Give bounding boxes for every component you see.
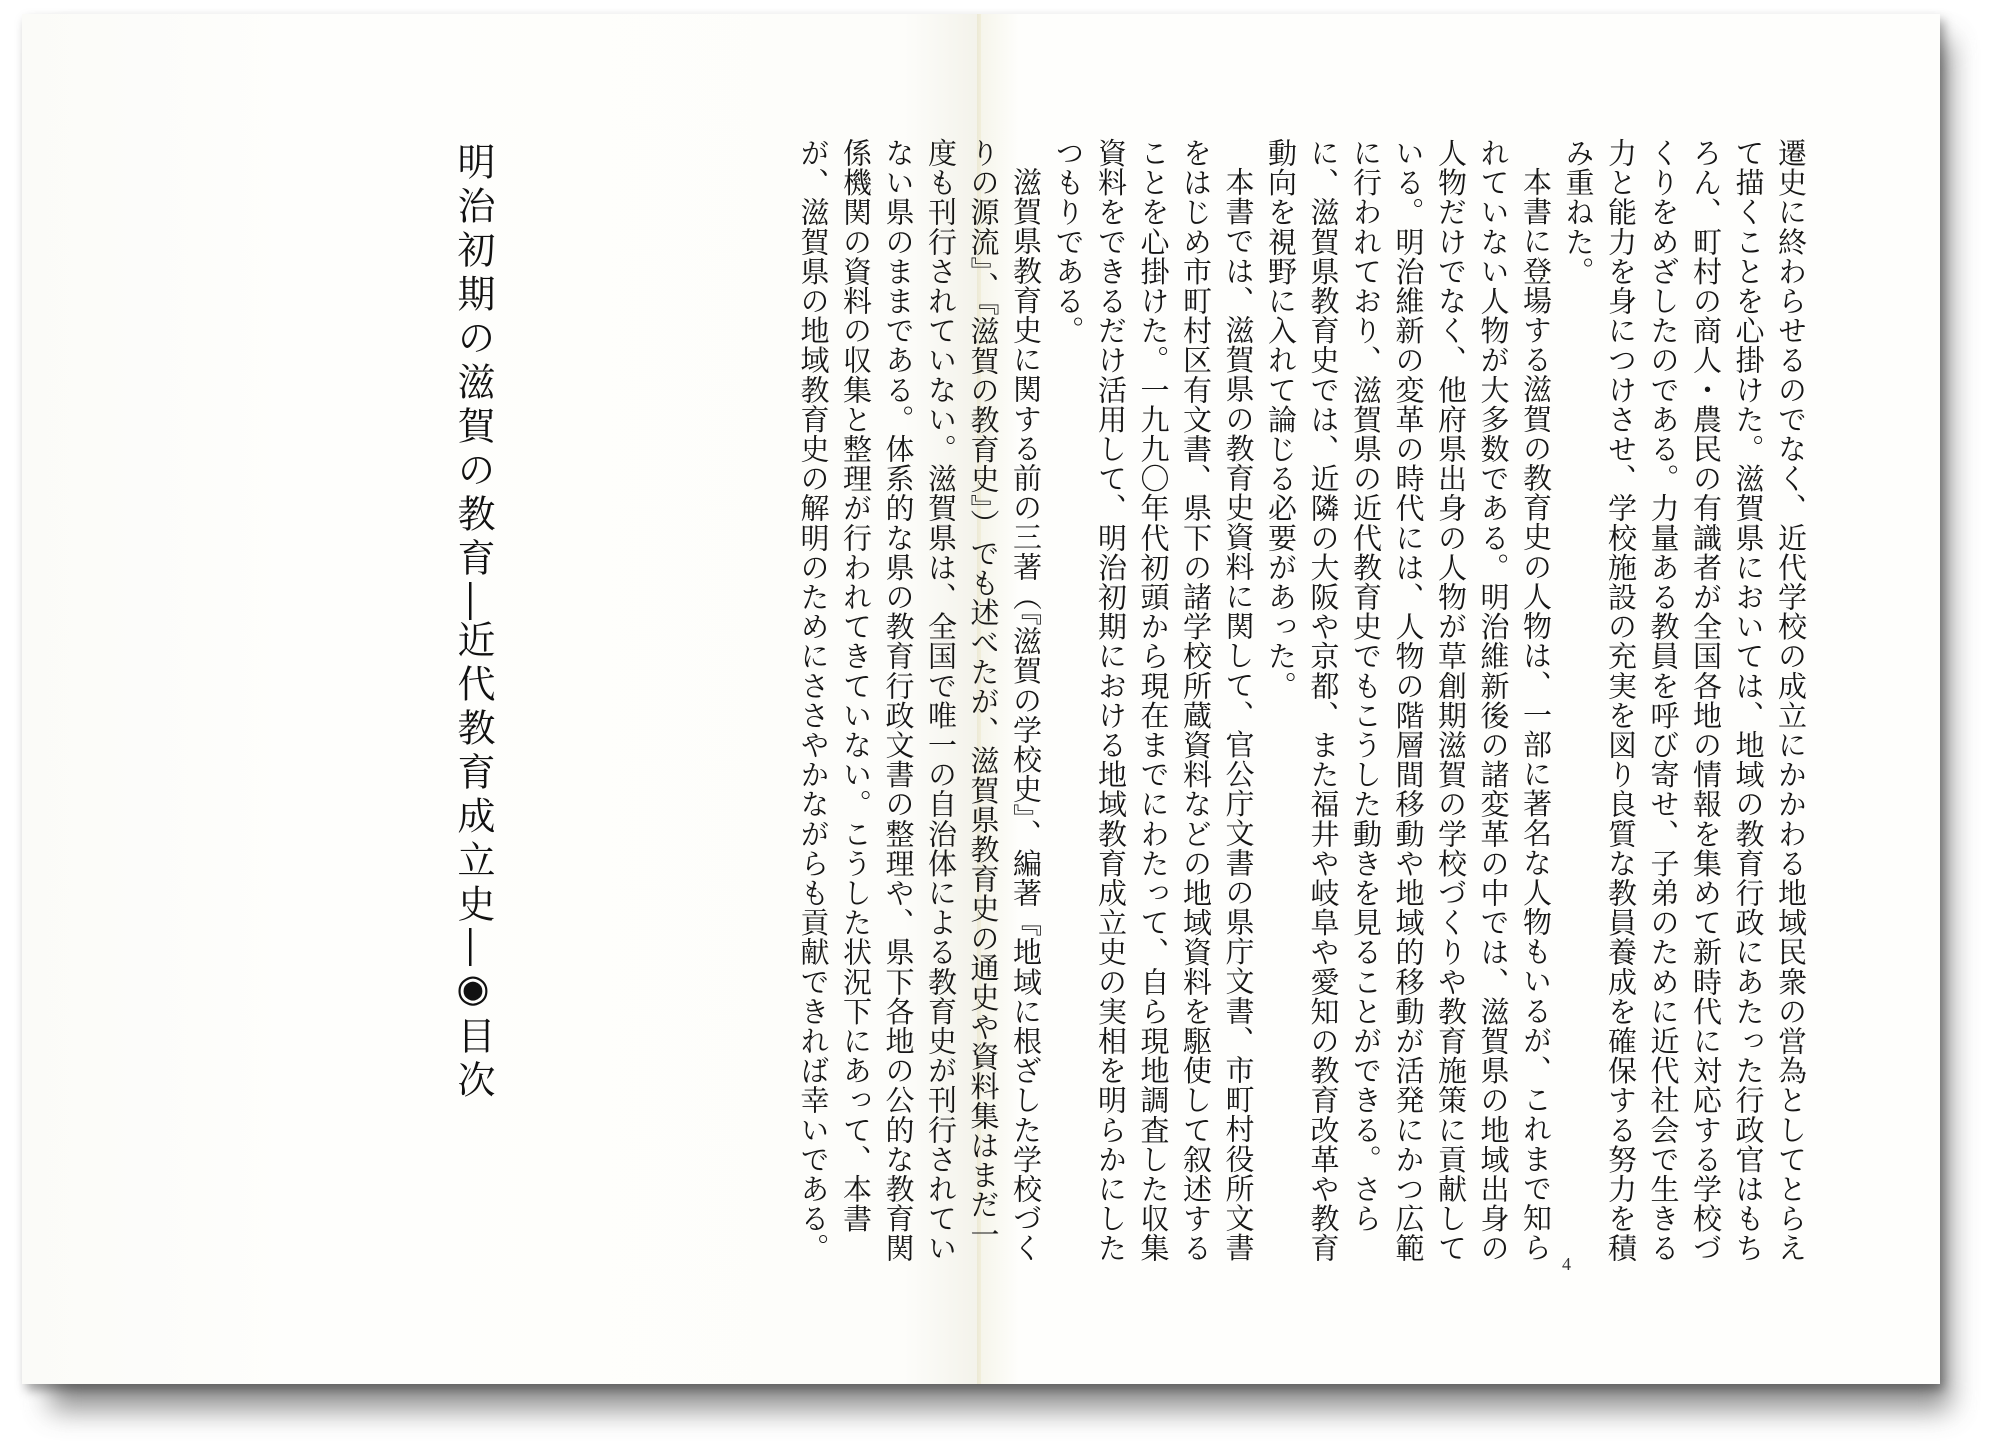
title-dash: ―: [451, 582, 495, 620]
paragraph: 本書に登場する滋賀の教育史の人物は、一部に著名な人物もいるが、これまで知られていない人物が大多数である。明治維新後の諸変革の中では、滋賀県の地域出身の人物だけでなく、他府県出身の人物が草創期滋賀の学校づくりや教育施策に貢献している。明治維新の変革の時代には、人物の階層間移動や地域的移動が活発にかつ広範に行われており、滋賀県の近代教育史でもこうした動きを見ることができる。さらに、滋賀県教育史では、近隣の大阪や京都、また福井や岐阜や愛知の教育改革や教育動向を視野に入れて論じる必要があった。: [1264, 138, 1553, 1263]
title-dash: ―: [451, 928, 495, 966]
page-number: 4: [1562, 1254, 1571, 1274]
paragraph: 本書では、滋賀県の教育史資料に関して、官公庁文書の県庁文書、市町村役所文書をはじめ市町村区有文書、県下の諸学校所蔵資料などの地域資料を駆使して叙述することを心掛けた。一九九〇年代初頭から現在までにわたって、自ら現地調査した収集資料をできるだけ活用して、明治初期における地域教育成立史の実相を明らかにしたつもりである。: [1051, 138, 1256, 1263]
book-spread: [22, 14, 1940, 1384]
title-main: 明治初期の滋賀の教育: [451, 142, 495, 582]
title-contents: 目次: [451, 1016, 495, 1104]
paragraph: 遷史に終わらせるのでなく、近代学校の成立にかかわる地域民衆の営為としてとらえて描くことを心掛けた。滋賀県においては、地域の教育行政にあたった行政官はもちろん、町村の商人・農民の有識者が全国各地の情報を集めて新時代に対応する学校づくりをめざしたのである。力量ある教員を呼び寄せ、子弟のために近代社会で生きる力と能力を身につけさせ、学校施設の充実を図り良質な教員養成を確保する努力を積み重ねた。: [1561, 138, 1808, 1263]
bullseye-icon: ◉: [451, 966, 495, 1016]
body-text: [792, 138, 1812, 1278]
paragraph: 滋賀県教育史に関する前の三著（『滋賀の学校史』、編著『地域に根ざした学校づくりの源流』、『滋賀の教育史』）でも述べたが、滋賀県教育史の通史や資料集はまだ一度も刊行されていない。滋賀県は、全国で唯一の自治体による教育史が刊行されていない県のままである。体系的な県の教育行政文書の整理や、県下各地の公的な教育関係機関の資料の収集と整理が行われてきていない。こうした状況下にあって、本書が、滋賀県の地域教育史の解明のためにささやかながらも貢献できれば幸いである。: [796, 138, 1043, 1263]
vertical-title: [451, 142, 495, 1104]
title-subtitle: 近代教育成立史: [451, 620, 495, 928]
